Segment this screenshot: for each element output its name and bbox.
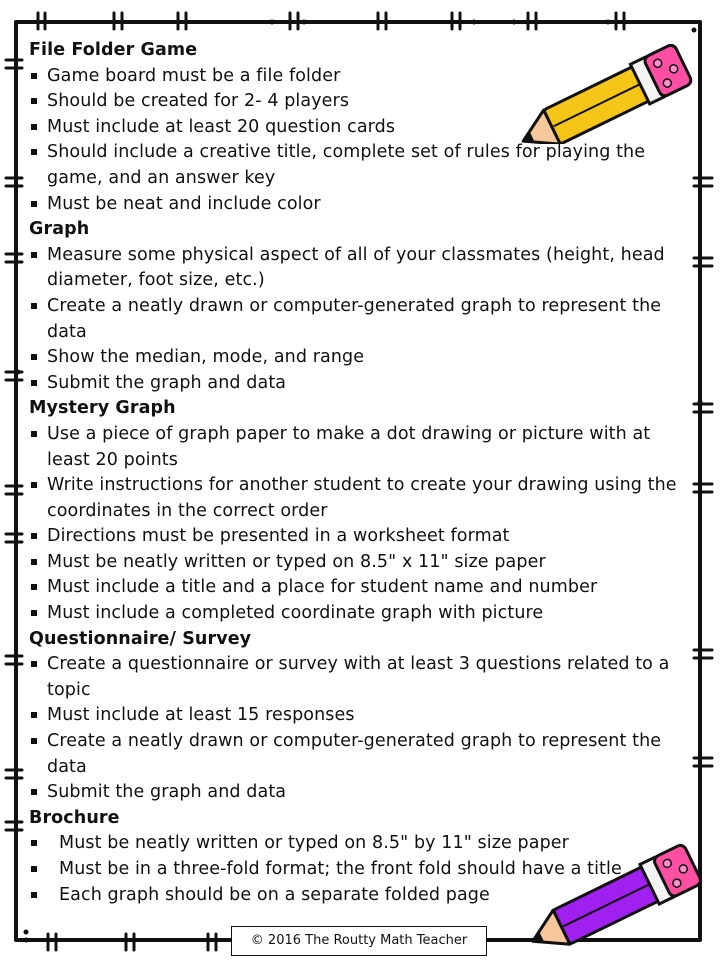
list-item: Must be neat and include color	[29, 192, 689, 218]
section-title: File Folder Game	[29, 40, 198, 60]
section-questionnaire-survey	[29, 627, 689, 806]
section-title: Brochure	[29, 807, 120, 828]
list-item: Must be in a three-fold format; the front fold should have a title	[29, 857, 689, 883]
list-item: Create a neatly drawn or computer-generated graph to represent the data	[29, 294, 689, 345]
section-brochure	[29, 806, 689, 908]
list-item: Submit the graph and data	[29, 371, 689, 397]
section-mystery-graph	[29, 396, 689, 626]
list-item: Must be neatly written or typed on 8.5" by 11" size paper	[29, 831, 689, 857]
section-file-folder-game	[29, 38, 689, 217]
list-item: Should include a creative title, complete set of rules for playing the game, and an answer key	[29, 140, 689, 191]
list-item: Write instructions for another student to create your drawing using the coordinates in the correct order	[29, 473, 689, 524]
list-item: Must be neatly written or typed on 8.5" x 11" size paper	[29, 550, 689, 576]
list-item: Create a neatly drawn or computer-generated graph to represent the data	[29, 729, 689, 780]
copyright-footer: © 2016 The Routty Math Teacher	[231, 926, 487, 956]
list-item: Show the median, mode, and range	[29, 345, 689, 371]
list-item: Submit the graph and data	[29, 780, 689, 806]
list-item: Must include at least 15 responses	[29, 703, 689, 729]
list-item: Must include a title and a place for student name and number	[29, 575, 689, 601]
section-graph	[29, 217, 689, 396]
list-item: Use a piece of graph paper to make a dot drawing or picture with at least 20 points	[29, 422, 689, 473]
list-item: Should be created for 2- 4 players	[29, 89, 689, 115]
section-title: Questionnaire/ Survey	[29, 628, 252, 649]
project-list	[29, 38, 689, 908]
list-item: Must include a completed coordinate graph with picture	[29, 601, 689, 627]
list-item: Measure some physical aspect of all of your classmates (height, head diameter, foot size, etc.)	[29, 243, 689, 294]
list-item: Each graph should be on a separate folded page	[29, 883, 689, 909]
list-item: Must include at least 20 question cards	[29, 115, 689, 141]
section-title: Mystery Graph	[29, 398, 176, 419]
list-item: Directions must be presented in a worksheet format	[29, 524, 689, 550]
list-item: Game board must be a file folder	[29, 64, 689, 90]
section-title: Graph	[29, 219, 90, 240]
list-item: Create a questionnaire or survey with at least 3 questions related to a topic	[29, 652, 689, 703]
